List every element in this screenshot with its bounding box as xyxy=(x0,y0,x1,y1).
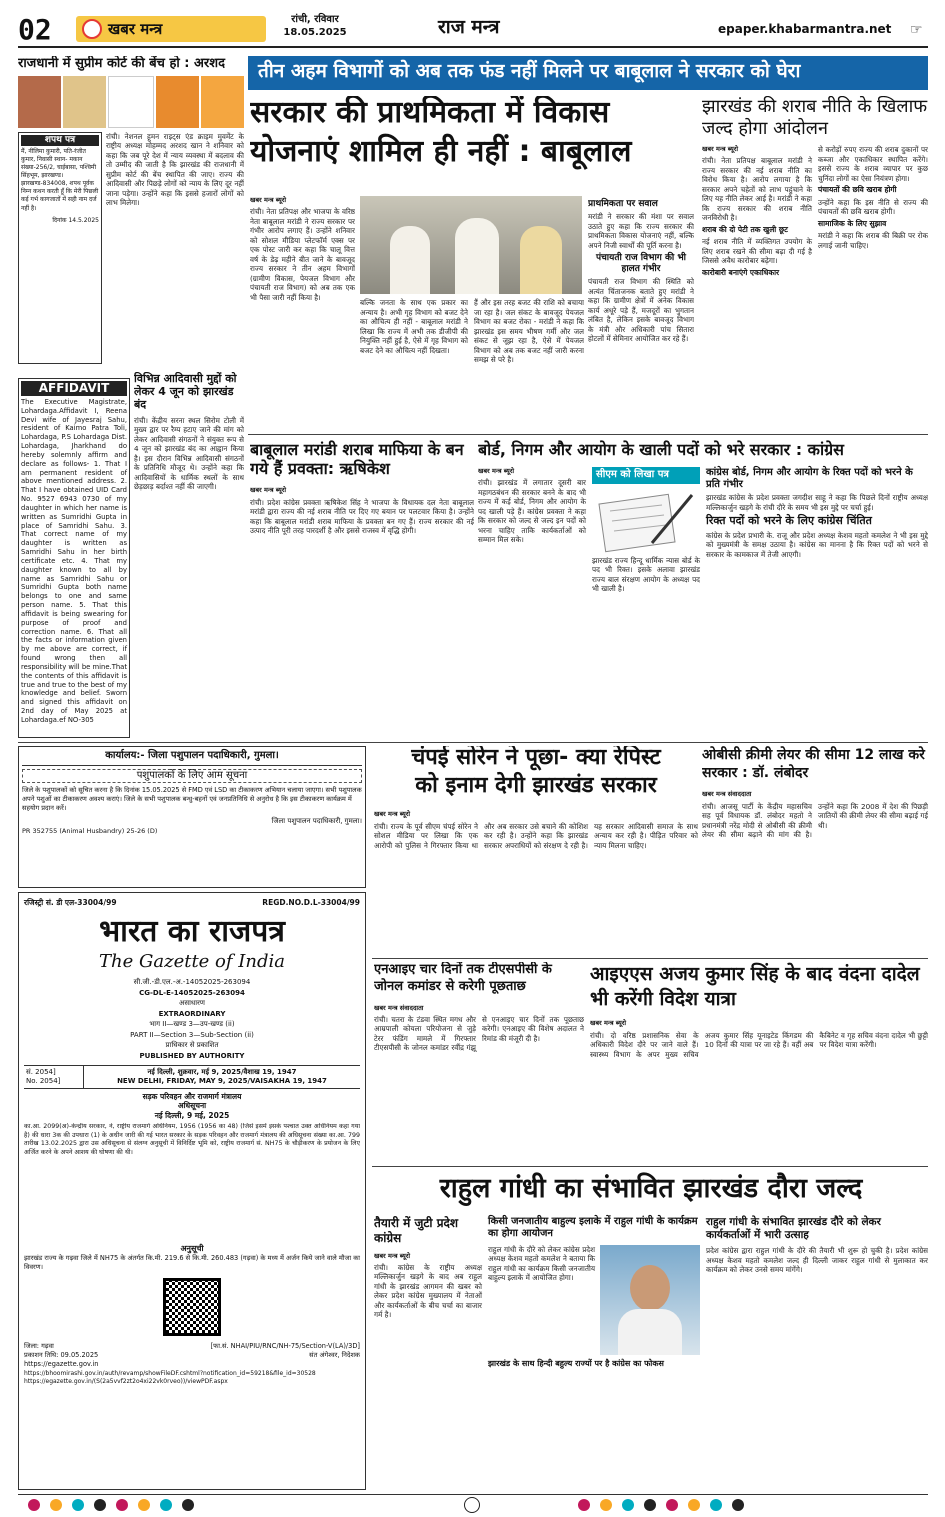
gazette-notice xyxy=(18,892,366,1490)
boards-story xyxy=(478,440,928,738)
gazette-body: का.आ. 2099(अ)-केन्द्रीय सरकार, ने, राष्ट्रीय राजमार्ग अधिनियम, 1956 (1956 का 48) (जिसे इसमें इसके पश्चात उक्त अधिनियम कहा गया है) की धारा 3क की उपधारा (1) के अधीन जारी की गई भारत सरकार के सड़क परिवहन और राजमार्ग मंत्रालय की अधिसूचना संख्या का.आ. 799 तारीख 13.02.2025 द्वारा उस अधिसूचना से संलग्न अनुसूची में विनिर्दिष्ट भूमि को, राष्ट्रीय राजमार्ग सं. NH75 के चौड़ीकरण के प्रयोजन के लिए अर्जित करने के अपने आशय की घोषणा की थी। xyxy=(24,1123,360,1156)
boards-byline: खबर मन्त्र ब्यूरो xyxy=(478,467,515,476)
lead-photo-person xyxy=(520,226,562,294)
tpc-story xyxy=(374,962,584,1162)
ajay-headline: आइएएस अजय कुमार सिंह के बाद वंदना दादेल भी करेंगी विदेश यात्रा xyxy=(590,963,920,1010)
color-dot xyxy=(28,1499,40,1511)
lead-body-3: हैं और इस तरह बजट की राशि को बचाया जा रहा है। जल संकट के बावजूद पेयजल विभाग का बजट रोका - मरांडी ने कहा कि झारखंड इस समय भीषण गर्मी और जल संकट से जूझ रहा है, ऐसे में पेयजल विभाग को अब तक बजट नहीं जारी करना समझ से परे है। xyxy=(474,298,584,364)
lead-photo-person xyxy=(390,226,430,294)
rishikesh-story xyxy=(250,440,474,738)
rahul-body-mid: राहुल गांधी के दौरे को लेकर कांग्रेस प्रदेश अध्यक्ष केशव महतो कमलेश ने बताया कि राहुल गांधी का कार्यक्रम किसी जनजातीय बाहुल्य इलाके में आयोजित होगा। xyxy=(488,1244,595,1283)
oath-text: मैं, नीलिमा कुमारी, पति-रंजीत कुमार, निवासी स्थान- मकान संख्या-256/2, चाईबासा, पश्चिमी सिंहभूम, झारखण्ड। झारखण्ड-834008, शपथ पूर्वक निम्न कथन करती हूँ कि मेरी पिछली कई गर्भ कागजातों में सही नाम दर्ज नहीं है। xyxy=(21,147,99,212)
sc-photo xyxy=(201,76,244,128)
website-link[interactable]: epaper.khabarmantra.net xyxy=(718,22,892,36)
sc-bench-story xyxy=(18,56,244,374)
sc-photo xyxy=(108,76,153,128)
affidavit-box xyxy=(18,378,130,738)
liquor-sub-2: कारोबारी बनाएंगे एकाधिकार xyxy=(702,267,780,277)
page-number: 02 xyxy=(18,13,52,46)
liquor-body-1: रांची। नेता प्रतिपक्ष बाबूलाल मरांडी ने राज्य सरकार की नई शराब नीति का विरोध किया है। आरोप लगाया है कि सरकार अपने चहेतों को लाभ पहुंचाने के लिए यह नीति लेकर आई है। मरांडी ने कहा कि राज्य सरकार की शराब नीति जनविरोधी है। xyxy=(702,156,812,223)
gazette-part-english: PART II—Section 3—Sub-Section (ii) xyxy=(130,1030,254,1039)
ajay-story xyxy=(590,962,928,1162)
brand-bar xyxy=(76,16,266,42)
obc-headline: ओबीसी क्रीमी लेयर की सीमा 12 लाख करे सरकार : डॉ. लंबोदर xyxy=(702,747,925,782)
champai-headline-2: को इनाम देगी झारखंड सरकार xyxy=(415,773,657,799)
color-dot xyxy=(578,1499,590,1511)
liquor-headline: झारखंड की शराब नीति के खिलाफ जल्द होगा आंदोलन xyxy=(702,96,928,139)
gazette-title-hindi: भारत का राजपत्र xyxy=(99,914,285,950)
dateline-date: 18.05.2025 xyxy=(283,26,347,38)
dateline xyxy=(280,14,350,39)
gazette-pub-date: प्रकाशन तिथि: 09.05.2025 xyxy=(24,1350,99,1359)
gazette-reg-left: रजिस्ट्री सं. डी एल-33004/99 xyxy=(24,898,117,907)
lead-byline: खबर मन्त्र ब्यूरो xyxy=(250,196,287,204)
brand-logo-icon xyxy=(82,19,102,39)
rahul-photo-shirt xyxy=(618,1309,682,1355)
color-dot xyxy=(116,1499,128,1511)
footer-bar xyxy=(18,1494,928,1514)
divider xyxy=(372,958,928,959)
gazette-district: जिला: गढ़वा xyxy=(24,1341,54,1350)
gazette-extra-english: EXTRAORDINARY xyxy=(158,1009,226,1018)
sc-photo-strip xyxy=(18,76,244,128)
ajay-body: रांची। दो वरिष्ठ प्रशासनिक सेवा के अधिकारी विदेश दौरे पर जाने वाले हैं। स्वास्थ्य विभाग के अपर मुख्य सचिव अजय कुमार सिंह यूनाइटेड किंगडम की 10 दिनों की यात्रा पर जा रहे हैं। वहीं अब कैबिनेट व गृह सचिव वंदना दादेल भी छुट्टी पर विदेश यात्रा करेंगी। xyxy=(590,1030,928,1059)
brand-name: खबर मन्त्र xyxy=(108,20,163,38)
tpc-body: रांची। चतरा के टंडवा स्थित मगध और आम्रपाली कोयला परियोजना से जुड़े टेरर फंडिंग मामले में गिरफ्तार टीएसपीसी के जोनल कमांडर रवींद्र गंझू से एनआइए चार दिनों तक पूछताछ करेगी। एनआइए की विशेष अदालत ने रिमांड की मंजूरी दी है। xyxy=(374,1014,584,1053)
footer-dots-right xyxy=(578,1499,754,1514)
letter-illustration xyxy=(592,487,700,553)
qr-code-icon xyxy=(163,1278,221,1336)
divider xyxy=(248,434,928,435)
liquor-body-2b: उन्होंने कहा कि इस नीति से राज्य की पंचायतों की छवि खराब होगी। xyxy=(818,197,928,217)
lead-headline-1: सरकार की प्राथमिकता में विकास xyxy=(250,96,610,130)
obc-byline: खबर मन्त्र संवाददाता xyxy=(702,790,752,799)
concern-sub: रिक्त पदों को भरने के लिए कांग्रेस चिंतित xyxy=(706,514,872,528)
liquor-sub-3: पंचायतों की छवि खराब होगी xyxy=(818,185,897,195)
gazette-url3[interactable]: https://egazette.gov.in/(S(2a5vvf2zt2o4xi22vk0rveo))/viewPDF.aspx xyxy=(24,1377,228,1385)
boards-sub-headline: कांग्रेस बोर्ड, निगम और आयोग के रिक्त पदों को भरने के प्रति गंभीर xyxy=(706,467,913,490)
masthead xyxy=(18,10,928,48)
gazette-code1: सी.जी.-डी.एल.-अ.-14052025-263094 xyxy=(133,978,251,987)
lead-col2 xyxy=(360,298,468,430)
gazette-no-english: No. 2054] xyxy=(26,1077,61,1086)
color-dot xyxy=(644,1499,656,1511)
liquor-byline: खबर मन्त्र ब्यूरो xyxy=(702,145,739,154)
rahul-body-left: रांची। कांग्रेस के राष्ट्रीय अध्यक्ष मल्लिकार्जुन खड़गे के बाद अब राहुल गांधी के झारखंड आगमन की खबर को लेकर प्रदेश कांग्रेस मुख्यालय में नेताओं और कार्यकर्ताओं के बीच चर्चा का बाजार गर्म है। xyxy=(374,1262,482,1320)
divider xyxy=(18,742,928,743)
gazette-reg-right: REGD.NO.D.L-33004/99 xyxy=(262,898,360,907)
sc-photo xyxy=(63,76,106,128)
adivasi-story xyxy=(134,372,244,738)
lead-col1 xyxy=(250,196,355,428)
champai-headline-1: चंपई सोरेन ने पूछा- क्या रेपिस्ट xyxy=(411,746,661,770)
gazette-code2: CG-DL-E-14052025-263094 xyxy=(139,988,245,997)
adivasi-body: रांची। केंद्रीय सरना स्थल सिरोम टोली में मुख्य द्वार पर रैम्प हटाए जाने की मांग को लेकर आदिवासी संगठनों ने संयुक्त रूप से 4 जून को झारखंड बंद का आह्वान किया है। इस दौरान विभिन्न आदिवासी संगठनों के प्रतिनिधि मौजूद थे। उन्होंने कहा कि आदिवासियों के धार्मिक स्थलों के साथ छेड़छाड़ बर्दाश्त नहीं की जाएगी। xyxy=(134,415,244,492)
gazette-notif-date: नई दिल्ली, 9 मई, 2025 xyxy=(154,1110,230,1120)
rahul-sub-left: तैयारी में जुटी प्रदेश कांग्रेस xyxy=(374,1215,459,1245)
top-banner xyxy=(248,56,928,90)
color-dot xyxy=(94,1499,106,1511)
banner-headline: तीन अहम विभागों को अब तक फंड नहीं मिलने पर बाबूलाल ने सरकार को घेरा xyxy=(258,60,801,82)
letter-body: झारखंड राज्य हिन्दू धार्मिक न्यास बोर्ड के पद भी रिक्त। इसके अलावा झारखंड राज्य बाल संरक्षण आयोग के अध्यक्ष पद भी खाली है। xyxy=(592,555,700,594)
gazette-schedule-title: अनुसूची xyxy=(180,1244,204,1253)
boards-body: रांची। झारखंड में लगातार दूसरी बार महागठबंधन की सरकार बनने के बाद भी राज्य में कई बोर्ड, निगम और आयोग के पद खाली पड़े हैं। कांग्रेस प्रवक्ता ने कहा कि सरकार को जल्द से जल्द इन पदों को भरना चाहिए ताकि कार्यकर्ताओं को सम्मान मिल सके। xyxy=(478,478,586,545)
champai-body: रांची। राज्य के पूर्व सीएम चंपई सोरेन ने सोशल मीडिया पर लिखा कि एक आरोपी को पुलिस ने गिरफ्तार किया था और अब सरकार उसे बचाने की कोशिश कर रही है। उन्होंने कहा कि झारखंड सरकार अपराधियों को संरक्षण दे रही है। यह सरकार आदिवासी समाज के साथ अन्याय कर रही है। पीड़ित परिवार को न्याय मिलना चाहिए। xyxy=(374,821,698,850)
tpc-byline: खबर मन्त्र संवाददाता xyxy=(374,1003,424,1012)
pointer-icon: ☞ xyxy=(910,22,923,38)
lead-body-1: रांची। नेता प्रतिपक्ष और भाजपा के वरिष्ठ नेता बाबूलाल मरांडी ने राज्य सरकार पर गंभीर आरोप लगाए हैं। उन्होंने शनिवार को सोशल मीडिया प्लेटफॉर्म एक्स पर एक पोस्ट जारी कर कहा कि चालू वित्त वर्ष के डेढ़ महीने बीत जाने के बावजूद राज्य सरकार ने तीन अहम विभागों (ग्रामीण विकास, पेयजल विभाग और पंचायती राज विभाग) को अब तक एक भी पैसा जारी नहीं किया है। xyxy=(250,207,355,302)
affidavit-title: AFFIDAVIT xyxy=(21,381,127,396)
champai-byline: खबर मन्त्र ब्यूरो xyxy=(374,810,411,819)
panchayat-body: पंचायती राज विभाग की स्थिति को अत्यंत चिंताजनक बताते हुए मरांडी ने कहा कि ग्रामीण क्षेत्रों में अनेक विकास कार्य अधूरे पड़े हैं, मजदूरों का भुगतान लंबित है, लेकिन इसके बावजूद विभाग के मंत्री और अधिकारी पांच सितारा होटलों में सेमिनार आयोजित कर रहे हैं। xyxy=(588,277,694,344)
gazette-part-hindi: भाग II—खण्ड 3—उप-खण्ड (ii) xyxy=(149,1020,235,1029)
obc-body: रांची। आजसू पार्टी के केंद्रीय महासचिव सह पूर्व विधायक डॉ. लंबोदर महतो ने प्रधानमंत्री नरेंद्र मोदी से ओबीसी की क्रीमी लेयर की सीमा बढ़ाने की मांग की है। उन्होंने कहा कि 2008 में देश की पिछड़ी जातियों की क्रीमी लेयर की सीमा बढ़ाई गई थी। xyxy=(702,801,928,839)
color-dot xyxy=(72,1499,84,1511)
tpc-headline: एनआइए चार दिनों तक टीएसपीसी के जोनल कमांडर से करेगी पूछताछ xyxy=(374,962,552,994)
notice-office: कार्यालय:- जिला पशुपालन पदाधिकारी, गुमला। xyxy=(22,750,362,766)
obc-story xyxy=(702,746,928,954)
rahul-story xyxy=(374,1172,928,1488)
boards-sub-body: झारखंड कांग्रेस के प्रदेश प्रवक्ता जगदीश साहू ने कहा कि पिछले दिनों राष्ट्रीय अध्यक्ष मल्लिकार्जुन खड़गे के रांची दौरे के समय भी इस मुद्दे पर चर्चा हुई। xyxy=(706,493,928,512)
gazette-authority-hindi: प्राधिकार से प्रकाशित xyxy=(165,1041,219,1050)
ajay-byline: खबर मन्त्र ब्यूरो xyxy=(590,1019,627,1028)
public-notice xyxy=(18,746,366,888)
liquor-story xyxy=(702,96,928,432)
color-dot xyxy=(600,1499,612,1511)
letter-label: सीएम को लिखा पत्र xyxy=(592,467,700,484)
registration-mark-icon xyxy=(464,1497,480,1513)
liquor-body-1b: नई शराब नीति में व्यक्तिगत उपयोग के लिए शराब रखने की सीमा बढ़ा दी गई है जिससे अवैध कारोबार बढ़ेगा। xyxy=(702,237,812,266)
rahul-headline: राहुल गांधी का संभावित झारखंड दौरा जल्द xyxy=(439,1173,863,1204)
sc-photo xyxy=(156,76,199,128)
gazette-date-english: NEW DELHI, FRIDAY, MAY 9, 2025/VAISAKHA 19, 1947 xyxy=(117,1077,327,1086)
rahul-sub-right: राहुल गांधी के संभावित झारखंड दौरे को लेकर कार्यकर्ताओं में भारी उत्साह xyxy=(706,1215,881,1241)
rahul-sub-mid: किसी जनजातीय बाहुल्य इलाके में राहुल गांधी के कार्यक्रम का होगा आयोजन xyxy=(488,1215,698,1240)
oath-box xyxy=(18,132,102,364)
boards-headline: बोर्ड, निगम और आयोग के खाली पदों को भरे सरकार : कांग्रेस xyxy=(478,440,844,459)
color-dot xyxy=(710,1499,722,1511)
dateline-place: रांची, रविवार xyxy=(291,14,339,25)
color-dot xyxy=(688,1499,700,1511)
gazette-date-hindi: नई दिल्ली, शुक्रवार, मई 9, 2025/वैशाख 19, 1947 xyxy=(147,1068,297,1077)
pen-writing-icon xyxy=(592,487,700,553)
rahul-photo xyxy=(600,1245,700,1355)
priority-sub: प्राथमिकता पर सवाल xyxy=(588,199,658,209)
sc-body: रांची। नेशनल हूमन राइट्स एंड क्राइम मुवमेंट के राष्ट्रीय अध्यक्ष मोहम्मद अरशद खान ने शनिवार को कहा कि जब पूरे देश में न्याय व्यवस्था में बदलाव की तो उम्मीद की जाती है कि झारखंड की राजधानी में सुप्रीम कोर्ट की बेंच स्थापित की जाए। राज्य की आदिवासी और पिछड़े लोगों को न्याय के लिए दूर नहीं जाना पड़ेगा। उन्होंने कहा कि इससे हजारों लोगों को लाभ मिलेगा। xyxy=(106,131,244,208)
color-dot xyxy=(50,1499,62,1511)
gazette-notification: अधिसूचना xyxy=(177,1101,207,1111)
color-dot xyxy=(622,1499,634,1511)
gazette-signer: संत अंगेश्वर, निदेशक xyxy=(309,1350,360,1359)
adivasi-headline: विभिन्न आदिवासी मुद्दों को लेकर 4 जून को झारखंड बंद xyxy=(134,372,237,412)
sc-photo xyxy=(18,76,61,128)
lead-col3 xyxy=(474,298,584,430)
oath-title: शपथ पत्र xyxy=(21,135,99,146)
notice-title: पशुपालकों के लिए आम सूचना xyxy=(22,769,362,784)
rahul-byline: खबर मन्त्र ब्यूरो xyxy=(374,1251,411,1260)
color-dot xyxy=(138,1499,150,1511)
oath-date: दिनांक 14.5.2025 xyxy=(52,216,99,224)
gazette-schedule-body: झारखंड राज्य के गढ़वा जिले में NH75 के अंतर्गत कि.मी. 219.6 से कि.मी. 260.483 (गढ़वा) के मध्य में अर्जन किये जाने वाले मौजा का विवरण। xyxy=(24,1254,360,1271)
color-dot xyxy=(732,1499,744,1511)
gazette-extra-hindi: असाधारण xyxy=(179,999,205,1008)
liquor-body-2c: मरांडी ने कहा कि शराब की बिक्री पर रोक लगाई जानी चाहिए। xyxy=(818,231,928,250)
liquor-body-2: से करोड़ों रुपए राज्य की शराब दुकानों पर कब्जा और एकाधिकार स्थापित करेंगे। इससे राज्य के शराब व्यापार पर कुछ चुनिंदा लोगों का ऐसा नियंत्रण होगा। xyxy=(818,145,928,183)
liquor-sub-1: शराब की दो पेटी तक खुली छूट xyxy=(702,224,788,234)
footer-dots-left xyxy=(28,1499,204,1514)
lead-headline-2: योजनाएं शामिल ही नहीं : बाबूलाल xyxy=(250,134,632,169)
lead-col4 xyxy=(588,196,694,430)
rahul-photo-caption: झारखंड के साथ हिन्दी बहुल्य राज्यों पर है कांग्रेस का फोकस xyxy=(488,1358,664,1368)
liquor-sub-4: सामाजिक के लिए सुझाव xyxy=(818,218,887,228)
panchayat-sub: पंचायती राज विभाग की भी हालत गंभीर xyxy=(595,253,687,274)
rahul-photo-face xyxy=(630,1265,670,1311)
gazette-title-english: The Gazette of India xyxy=(99,950,285,972)
gazette-ministry: सड़क परिवहन और राजमार्ग मंत्रालय xyxy=(142,1091,242,1101)
gazette-url1[interactable]: https://egazette.gov.in xyxy=(24,1359,99,1368)
gazette-url2[interactable]: https://bhoomirashi.gov.in/auth/revamp/showFileDF.cshtml?notification_id=59218&file_id=30528 xyxy=(24,1370,316,1378)
section-title: राज मन्त्र xyxy=(438,16,500,38)
rishikesh-byline: खबर मन्त्र ब्यूरो xyxy=(250,486,287,495)
gazette-authority-english: PUBLISHED BY AUTHORITY xyxy=(139,1051,245,1060)
affidavit-text: The Executive Magistrate, Lohardaga.Affidavit I, Reena Devi wife of Jayesraj Sahu, resident of Kaimo Patra Toli, Lohardaga, P.S Lohardaga Dist. Lohardaga, Jharkhand do hereby solemnly affirm and declare as follows- 1. That I am permanent resident of above mentioned address. 2. That I have obtained UID Card No. 9527 6943 0730 of my daughter in which her name is written as Sumridhi Gupta in place of Samridhi Sahu. 3. That correct name of my daughter is written as Samridhi Sahu in her birth certificate etc. 4. That my daughter known to all by name as Samridhi Sahu or Sumridhi Gupta both name belongs to one and same person name. 5. That this affidavit is being swearing for purpose of proof and correction name. 6. That all the facts or information given by me above are correct, if found wrong then all responsibility will be mine.That the contents of this affidavit is true and true to the best of my knowledge and belief. Sworn and signed this affidavit on 2nd day of May 2025 at Lohardaga.ef NO-305 xyxy=(21,398,127,724)
notice-signature: जिला पशुपालन पदाधिकारी, गुमला। xyxy=(271,816,362,825)
gazette-file-no: [फा.सं. NHAI/PIU/RNC/NH-75/Section-V(LA)/3D] xyxy=(210,1341,360,1350)
champai-story xyxy=(374,746,698,954)
rishikesh-body: रांची। प्रदेश कांग्रेस प्रवक्ता ऋषिकेश सिंह ने भाजपा के विधायक दल नेता बाबूलाल मरांडी द्वारा राज्य की नई शराब नीति पर दिए गए बयान पर पलटवार किया है। उन्होंने कहा कि बाबूलाल मरांडी शराब माफिया के प्रवक्ता बन गए हैं। राज्य सरकार की नई उत्पाद नीति पूरी तरह पारदर्शी है और इससे राजस्व में वृद्धि होगी। xyxy=(250,497,474,535)
lead-photo xyxy=(360,196,582,294)
rishikesh-headline: बाबूलाल मरांडी शराब माफिया के बन गये हैं प्रवक्ता: ऋषिकेश xyxy=(250,440,464,479)
lead-photo-person xyxy=(455,218,499,294)
color-dot xyxy=(182,1499,194,1511)
color-dot xyxy=(666,1499,678,1511)
lead-body-2: बल्कि जनता के साथ एक प्रकार का अन्याय है। अभी गृह विभाग को बजट देने का औचित्य ही नहीं - बाबूलाल मरांडी ने लिखा कि राज्य में अभी तक डीजीपी की नियुक्ति नहीं हुई है, ऐसे में गृह विभाग को बजट देने का औचित्य नहीं दिखता। xyxy=(360,298,468,355)
gazette-no-hindi: सं. 2054] xyxy=(26,1068,56,1077)
divider xyxy=(372,1166,928,1167)
priority-body: मरांडी ने सरकार की मंशा पर सवाल उठाते हुए कहा कि राज्य सरकार की प्राथमिकता विकास योजनाएं नहीं, बल्कि अपने निजी स्वार्थों की पूर्ति करना है। xyxy=(588,212,694,250)
sc-headline: राजधानी में सुप्रीम कोर्ट की बेंच हो : अरशद xyxy=(18,56,225,71)
color-dot xyxy=(160,1499,172,1511)
notice-body: जिले के पशुपालकों को सूचित करना है कि दिनांक 15.05.2025 से FMD एवं LSD का टीकाकरण अभियान चलाया जाएगा। सभी पशुपालक अपने पशुओं का टीकाकरण अवश्य कराएं। जिले के सभी पशुपालक बन्धु-बहनों एवं जनप्रतिनिधि से अनुरोध है कि इस टीकाकरण कार्यक्रम में सहयोग प्रदान करें। xyxy=(22,786,362,812)
concern-body: कांग्रेस के प्रदेश प्रभारी के. राजू और प्रदेश अध्यक्ष केशव महतो कमलेश ने भी इस मुद्दे को मुख्यमंत्री के समक्ष उठाया है। कांग्रेस का मानना है कि रिक्त पदों को भरने से सरकार के कामकाज में तेजी आएगी। xyxy=(706,530,928,559)
notice-pr: PR 352755 (Animal Husbandry) 25-26 (D) xyxy=(22,827,158,836)
rahul-body-right: प्रदेश कांग्रेस द्वारा राहुल गांधी के दौरे की तैयारी भी शुरू हो चुकी है। प्रदेश कांग्रेस अध्यक्ष केशव महतो कमलेश जल्द ही दिल्ली जाकर राहुल गांधी से मुलाकात कर कार्यक्रम को लेकर उनसे समय मांगेंगे। xyxy=(706,1246,928,1274)
